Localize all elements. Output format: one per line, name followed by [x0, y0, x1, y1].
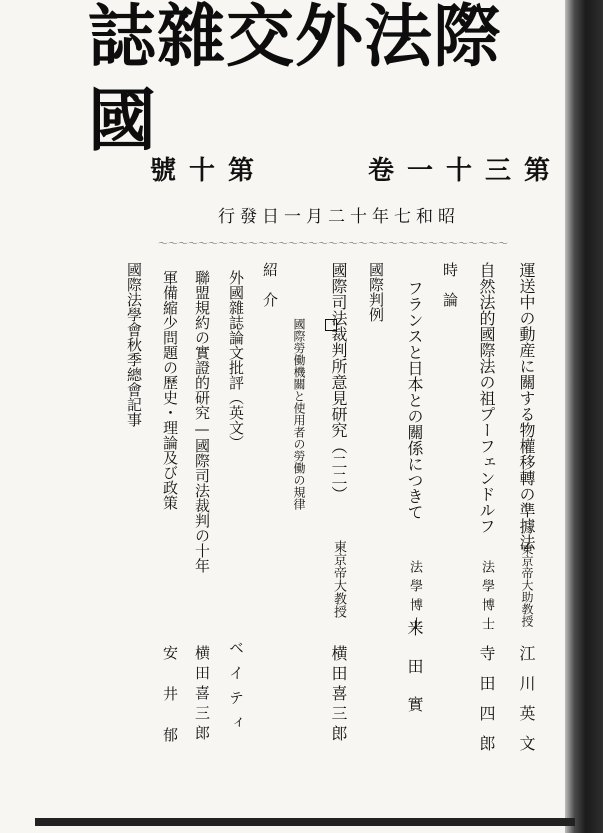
article-2-title: 自然法的國際法の祖プーフェンドルフ [477, 262, 496, 534]
article-4-author-title: 東京帝大教授 [331, 540, 346, 618]
volume-number: 卷一十三第 [368, 156, 564, 186]
article-3-author-title: 法學博士 [407, 560, 422, 636]
checkbox-square-mark [325, 319, 337, 331]
review-2-author: 横田喜三郎 [193, 645, 211, 745]
section-intro: 紹 介 [261, 262, 279, 307]
issue-number: 號十第 [150, 156, 268, 186]
scan-shadow-edge [565, 0, 603, 833]
annual-meeting-report: 國際法學會秋季總會記事 [125, 262, 143, 427]
article-4-title: 國際司法裁判所意見研究（二二） [329, 262, 348, 502]
article-4-subtitle: 國際勞働機關と使用者の勞働の規律 [292, 318, 306, 510]
article-3-author: 米田實 [405, 620, 424, 734]
review-2-title: 聯盟規約の實證的研究—國際司法裁判の十年 [193, 270, 211, 573]
section-precedents: 國際判例 [367, 262, 385, 322]
review-3-title: 軍備縮少問題の歷史・理論及び政策 [161, 270, 179, 510]
article-1-author: 江川英文 [517, 645, 536, 765]
wavy-separator: ～～～～～～～～～～～～～～～～～～～～～～～～～～～～～～～～～～～ [158, 239, 508, 249]
article-4-author: 横田喜三郎 [329, 645, 348, 745]
article-3-title: フランスと日本との關係につきて [405, 280, 424, 520]
review-1-title: 外國雜誌論文批評（英文） [227, 270, 245, 450]
article-1-title: 運送中の動産に關する物權移轉の準據法 [517, 262, 536, 550]
review-3-author: 安井郁 [161, 645, 179, 768]
journal-title-text: 誌雜交外法際國 [88, 0, 503, 161]
article-1-author-title: 東京帝大助教授 [520, 543, 534, 627]
article-2-author-title: 法學博士 [479, 560, 494, 636]
publication-date: 行發日一月二十年七和昭 [218, 207, 460, 227]
journal-title [88, 0, 568, 161]
review-1-author: ベイティ [227, 640, 245, 740]
section-jiron: 時 論 [441, 262, 459, 307]
article-2-author: 寺田四郎 [477, 645, 496, 765]
scan-bottom-edge [35, 818, 575, 826]
